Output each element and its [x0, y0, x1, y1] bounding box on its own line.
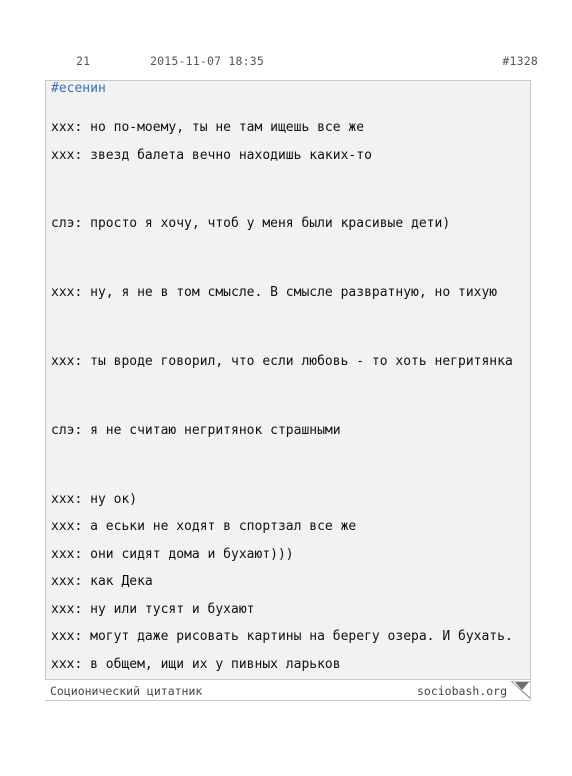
- quote-line: xxx: а еськи не ходят в спортзал все же: [51, 519, 357, 534]
- quote-line: xxx: в общем, ищи их у пивных ларьков: [51, 657, 341, 672]
- quote-box: [45, 80, 531, 680]
- quote-line: слэ: я не считаю негритянок страшными: [51, 423, 341, 438]
- quote-line: xxx: ты вроде говорил, что если любовь - то хоть негритянка: [51, 354, 513, 369]
- quote-line: xxx: ну ок): [51, 492, 138, 507]
- quote-line: xxx: ну или тусят и бухают: [51, 602, 255, 617]
- quote-line: xxx: но по-моему, ты не там ищешь все же: [51, 120, 365, 135]
- quote-line: xxx: они сидят дома и бухают))): [51, 547, 294, 562]
- quote-line: xxx: как Дека: [51, 574, 153, 589]
- quote-id-link[interactable]: #1328: [502, 54, 538, 68]
- quote-line: xxx: звезд балета вечно находишь каких-то: [51, 148, 372, 163]
- site-name: Соционический цитатник: [50, 684, 203, 698]
- quote-line: xxx: ну, я не в том смысле. В смысле развратную, но тихую: [51, 285, 498, 300]
- site-url-link[interactable]: sociobash.org: [416, 684, 507, 698]
- quote-line: xxx: могут даже рисовать картины на берегу озера. И бухать.: [51, 629, 513, 644]
- quote-tag-link[interactable]: #есенин: [51, 81, 106, 96]
- quote-date: 2015-11-07 18:35: [150, 54, 264, 68]
- quote-footer: [45, 681, 531, 701]
- page-curl-icon[interactable]: [511, 681, 531, 699]
- quote-score: 21: [76, 54, 91, 68]
- quote-line: слэ: просто я хочу, чтоб у меня были красивые дети): [51, 216, 451, 231]
